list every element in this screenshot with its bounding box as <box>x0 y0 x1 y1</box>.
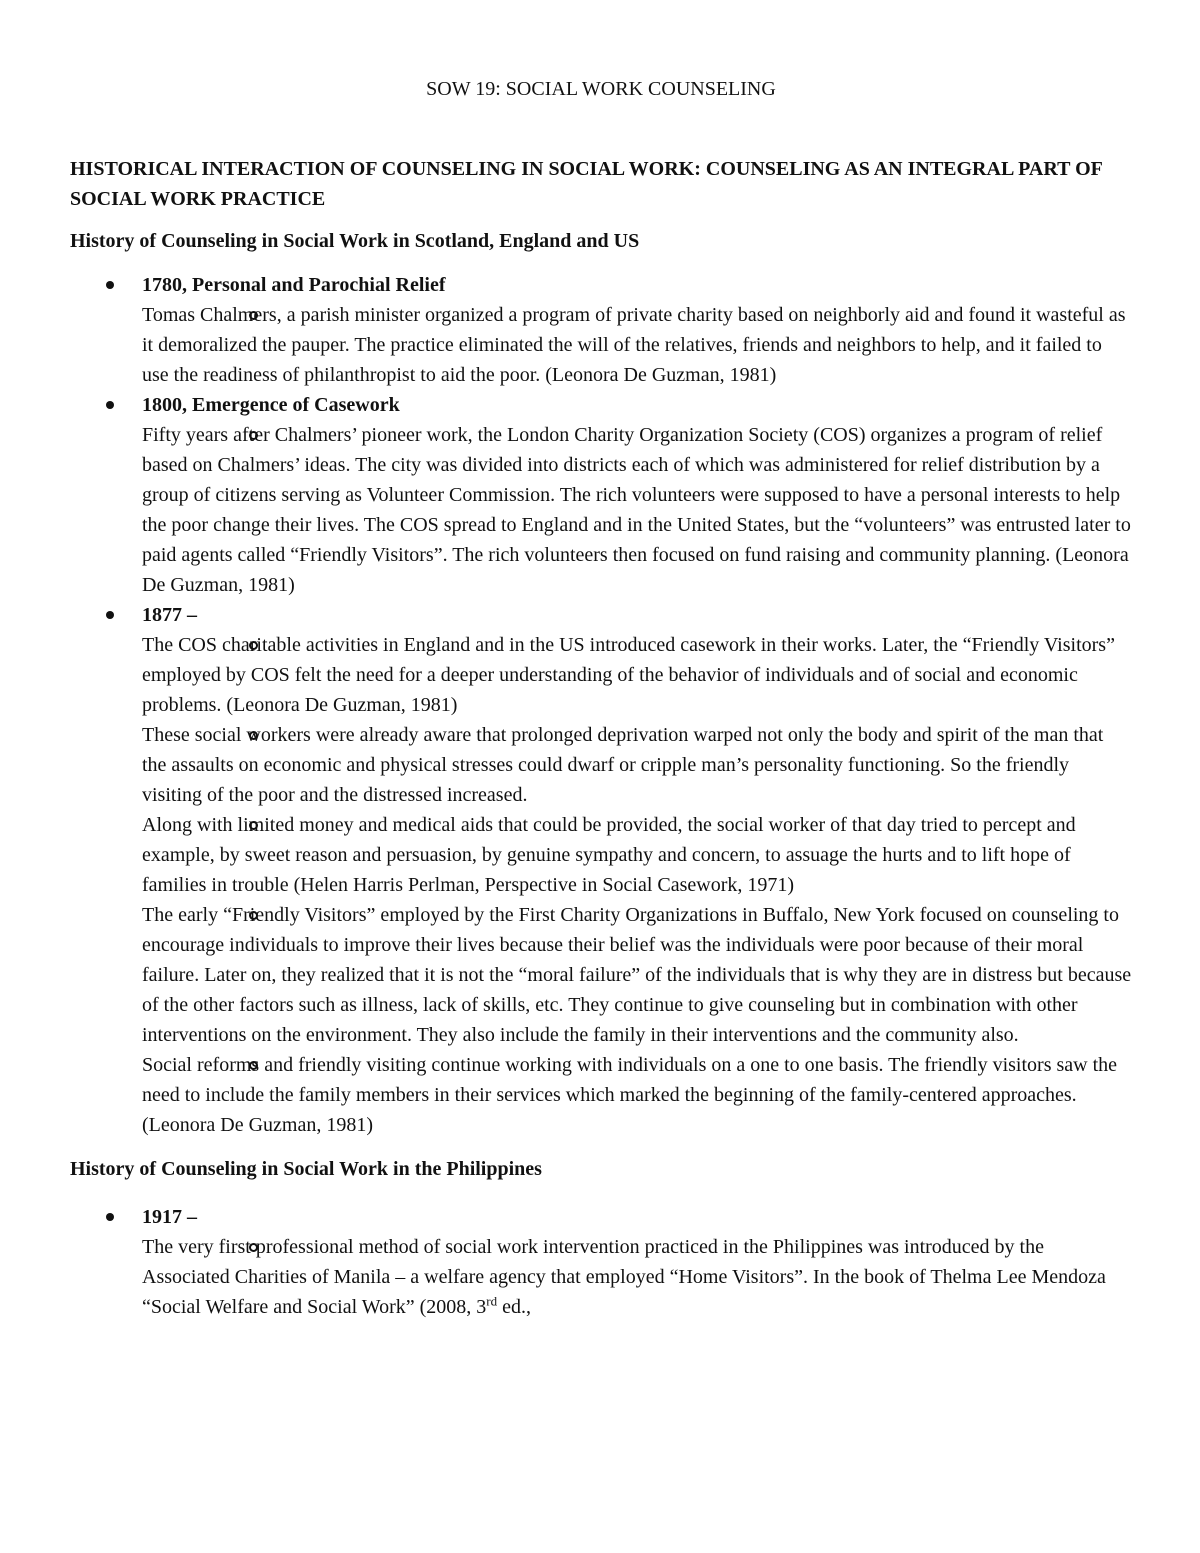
list-item <box>70 390 1132 600</box>
bullet-circle-icon <box>249 731 258 740</box>
sub-list-item <box>142 300 1132 390</box>
history-list-scotland-england-us <box>70 270 1132 1140</box>
sub-list-item-text: The early “Friendly Visitors” employed by the First Charity Organizations in Buffalo, New York focused on counseling to encourage individuals to improve their lives because their belief was the individuals were poor because of their moral failure. Later on, they realized that it is not the “moral failure” of the individuals that is why they are in distress but because of the other factors such as illness, lack of skills, etc. They continue to give counseling but in combination with other interventions on the environment. They also include the family in their interventions and the community also. <box>142 904 1132 1046</box>
sub-list-item <box>142 630 1132 720</box>
sub-list-item <box>142 1232 1132 1322</box>
sub-list-item-text: Fifty years after Chalmers’ pioneer work, the London Charity Organization Society (COS) organizes a program of relief based on Chalmers’ ideas. The city was divided into districts each of which was administered for relief distribution by a group of citizens serving as Volunteer Commission. The rich volunteers were supposed to have a personal interests to help the poor change their lives. The COS spread to England and in the United States, but the “volunteers” was entrusted later to paid agents called “Friendly Visitors”. The rich volunteers then focused on fund raising and community planning. (Leonora De Guzman, 1981) <box>142 424 1131 596</box>
sub-list-item-text: These social workers were already aware that prolonged deprivation warped not only the body and spirit of the man that the assaults on economic and physical stresses could dwarf or cripple man’s personality functioning. So the friendly visiting of the poor and the distressed increased. <box>142 724 1104 806</box>
bullet-circle-icon <box>249 1243 258 1252</box>
subsection-heading-philippines: History of Counseling in Social Work in the Philippines <box>70 1158 542 1180</box>
bullet-circle-icon <box>249 821 258 830</box>
bullet-disc-icon <box>106 401 114 409</box>
document-page <box>70 70 1132 1322</box>
bullet-circle-icon <box>249 911 258 920</box>
list-item-label: 1877 – <box>142 604 197 626</box>
bullet-circle-icon <box>249 1061 258 1070</box>
sub-list <box>142 420 1132 600</box>
sub-list <box>142 630 1132 1140</box>
sub-list-item <box>142 810 1132 900</box>
sub-list-item-text: Tomas Chalmers, a parish minister organized a program of private charity based on neighborly aid and found it wasteful as it demoralized the pauper. The practice eliminated the will of the relatives, friends and neighbors to help, and it failed to use the readiness of philanthropist to aid the poor. (Leonora De Guzman, 1981) <box>142 304 1126 386</box>
list-item-label: 1780, Personal and Parochial Relief <box>142 274 446 296</box>
bullet-circle-icon <box>249 311 258 320</box>
history-list-philippines <box>70 1202 1132 1322</box>
bullet-disc-icon <box>106 1213 114 1221</box>
ordinal-superscript: rd <box>486 1293 498 1309</box>
sub-list-item <box>142 1050 1132 1140</box>
list-item <box>70 270 1132 390</box>
sub-list-item-text: The COS charitable activities in England and in the US introduced casework in their works. Later, the “Friendly Visitors” employed by COS felt the need for a deeper understanding of the behavior of individuals and of social and economic problems. (Leonora De Guzman, 1981) <box>142 634 1115 716</box>
bullet-disc-icon <box>106 281 114 289</box>
sub-list-item-text: Social reforms and friendly visiting continue working with individuals on a one to one basis. The friendly visitors saw the need to include the family members in their services which marked the beginning of the family-centered approaches. (Leonora De Guzman, 1981) <box>142 1054 1118 1136</box>
sub-list-item <box>142 420 1132 600</box>
list-item-label: 1800, Emergence of Casework <box>142 394 400 416</box>
bullet-circle-icon <box>249 431 258 440</box>
bullet-disc-icon <box>106 611 114 619</box>
subsection-heading-scotland-england-us: History of Counseling in Social Work in Scotland, England and US <box>70 230 640 252</box>
section-heading: HISTORICAL INTERACTION OF COUNSELING IN SOCIAL WORK: COUNSELING AS AN INTEGRAL PART OF SOCIAL WORK PRACTICE <box>70 158 1103 210</box>
sub-list-item-text: The very first professional method of social work intervention practiced in the Philippines was introduced by the Associated Charities of Manila – a welfare agency that employed “Home Visitors”. In the book of Thelma Lee Mendoza “Social Welfare and Social Work” (2008, 3rd ed., <box>142 1236 1106 1318</box>
sub-list-item-text: Along with limited money and medical aids that could be provided, the social worker of that day tried to percept and example, by sweet reason and persuasion, by genuine sympathy and concern, to assuage the hurts and to lift hope of families in trouble (Helen Harris Perlman, Perspective in Social Casework, 1971) <box>142 814 1076 896</box>
sub-list <box>142 1232 1132 1322</box>
bullet-circle-icon <box>249 641 258 650</box>
list-item <box>70 600 1132 1140</box>
sub-list-item <box>142 720 1132 810</box>
list-item-label: 1917 – <box>142 1206 197 1228</box>
sub-list-item <box>142 900 1132 1050</box>
sub-list <box>142 300 1132 390</box>
list-item <box>70 1202 1132 1322</box>
document-title: SOW 19: SOCIAL WORK COUNSELING <box>426 78 776 100</box>
